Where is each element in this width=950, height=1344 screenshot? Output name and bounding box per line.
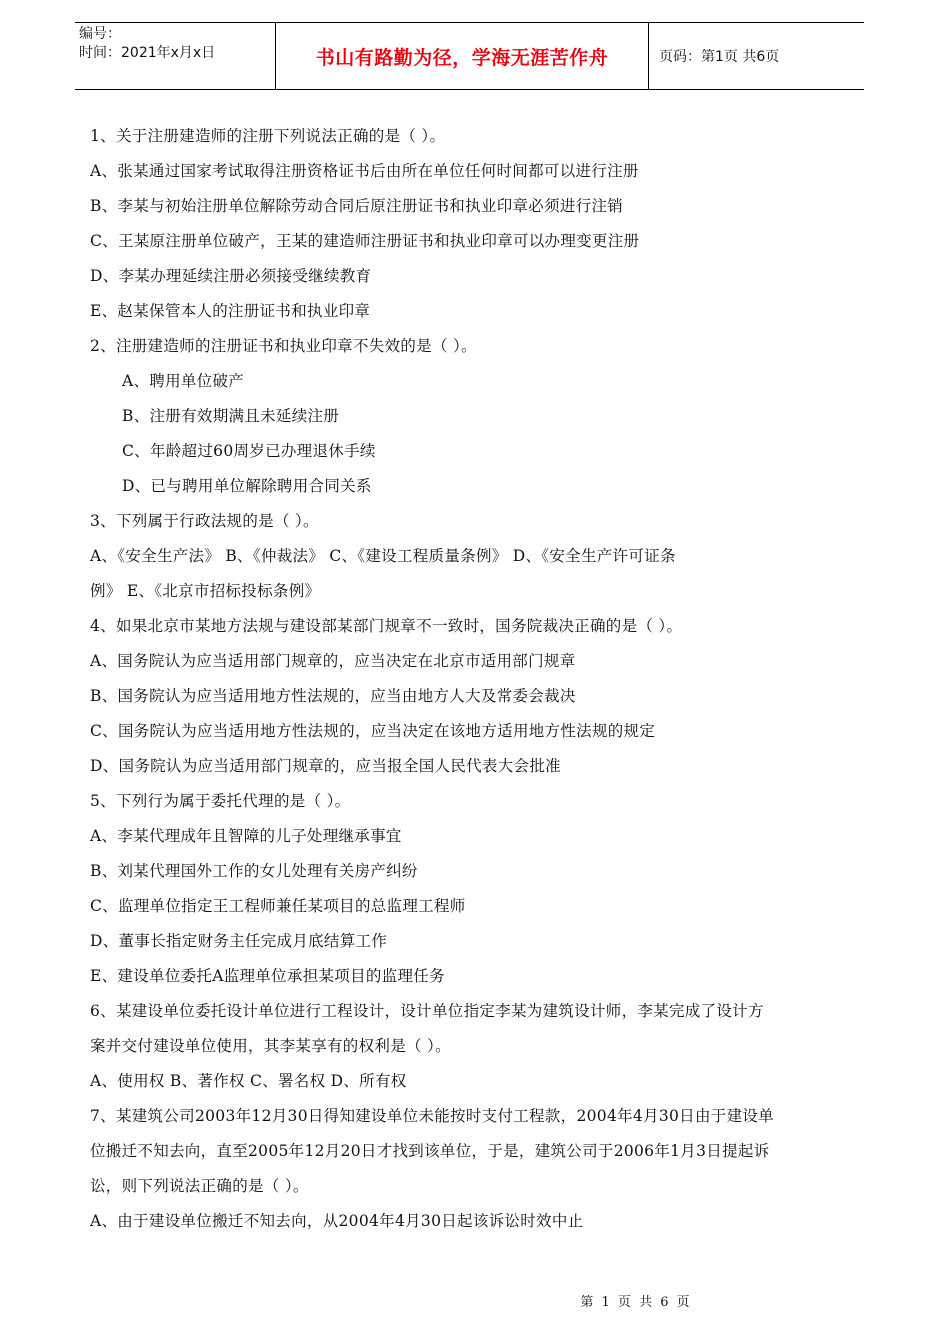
text-line: D、国务院认为应当适用部门规章的，应当报全国人民代表大会批准 — [90, 757, 561, 775]
text-line: A、《安全生产法》 B、《仲裁法》 C、《建设工程质量条例》 D、《安全生产许可证条 — [90, 547, 676, 565]
page-info: 页码：第1页 共6页 — [659, 49, 780, 65]
text-line: 4、如果北京市某地方法规与建设部某部门规章不一致时，国务院裁决正确的是（ ）。 — [90, 617, 683, 635]
motto-text: 书山有路勤为径，学海无涯苦作舟 — [315, 46, 609, 69]
footer-gong: 共 — [639, 1295, 653, 1310]
text-line: 1、关于注册建造师的注册下列说法正确的是（ ）。 — [90, 127, 446, 145]
footer-total-pages: 6 — [660, 1295, 669, 1310]
text-line: A、国务院认为应当适用部门规章的，应当决定在北京市适用部门规章 — [90, 652, 576, 670]
text-line: C、国务院认为应当适用地方性法规的，应当决定在该地方适用地方性法规的规定 — [90, 722, 656, 740]
text-line: 7、某建筑公司2003年12月30日得知建设单位未能按时支付工程款，2004年4月30日由于建设单 — [90, 1107, 774, 1125]
text-line: 位搬迁不知去向，直至2005年12月20日才找到该单位，于是，建筑公司于2006年1月3日提起诉 — [90, 1142, 770, 1160]
text-line: B、刘某代理国外工作的女儿处理有关房产纠纷 — [90, 862, 418, 880]
header-meta-cell — [75, 23, 276, 89]
number-label: 编号： — [79, 26, 121, 42]
text-line: A、张某通过国家考试取得注册资格证书后由所在单位任何时间都可以进行注册 — [90, 162, 639, 180]
text-line: 3、下列属于行政法规的是（ ）。 — [90, 512, 319, 530]
footer-di: 第 — [580, 1295, 594, 1310]
document-header — [75, 22, 864, 90]
text-line: D、李某办理延续注册必须接受继续教育 — [90, 267, 372, 285]
text-line: 案并交付建设单位使用，其李某享有的权利是（ ）。 — [90, 1037, 451, 1055]
text-line: A、李某代理成年且智障的儿子处理继承事宜 — [90, 827, 402, 845]
page-footer — [0, 1291, 950, 1310]
text-line: C、监理单位指定王工程师兼任某项目的总监理工程师 — [90, 897, 466, 915]
question-body — [90, 119, 860, 1239]
text-line: B、国务院认为应当适用地方性法规的，应当由地方人大及常委会裁决 — [90, 687, 576, 705]
time-label: 时间：2021年x月x日 — [79, 45, 216, 61]
text-line: 例》 E、《北京市招标投标条例》 — [90, 582, 321, 600]
text-line: 讼，则下列说法正确的是（ ）。 — [90, 1177, 309, 1195]
text-line: 2、注册建造师的注册证书和执业印章不失效的是（ ）。 — [90, 337, 477, 355]
text-line: A、使用权 B、著作权 C、署名权 D、所有权 — [90, 1072, 407, 1090]
text-line: 6、某建设单位委托设计单位进行工程设计，设计单位指定李某为建筑设计师，李某完成了设计方 — [90, 1002, 764, 1020]
text-line: A、聘用单位破产 — [122, 372, 245, 390]
text-line: B、注册有效期满且未延续注册 — [122, 407, 340, 425]
text-line: 5、下列行为属于委托代理的是（ ）。 — [90, 792, 351, 810]
header-page-cell — [649, 23, 864, 89]
text-line: C、王某原注册单位破产，王某的建造师注册证书和执业印章可以办理变更注册 — [90, 232, 640, 250]
text-line: D、已与聘用单位解除聘用合同关系 — [122, 477, 372, 495]
text-line: E、赵某保管本人的注册证书和执业印章 — [90, 302, 371, 320]
footer-page-number: 1 — [601, 1295, 610, 1310]
text-line: B、李某与初始注册单位解除劳动合同后原注册证书和执业印章必须进行注销 — [90, 197, 624, 215]
text-line: E、建设单位委托A监理单位承担某项目的监理任务 — [90, 967, 445, 985]
text-line: D、董事长指定财务主任完成月底结算工作 — [90, 932, 388, 950]
footer-ye: 页 — [617, 1295, 631, 1310]
text-line: A、由于建设单位搬迁不知去向，从2004年4月30日起该诉讼时效中止 — [90, 1212, 584, 1230]
header-motto-cell — [276, 23, 649, 89]
footer-ye-2: 页 — [676, 1295, 690, 1310]
text-line: C、年龄超过60周岁已办理退休手续 — [122, 442, 376, 460]
